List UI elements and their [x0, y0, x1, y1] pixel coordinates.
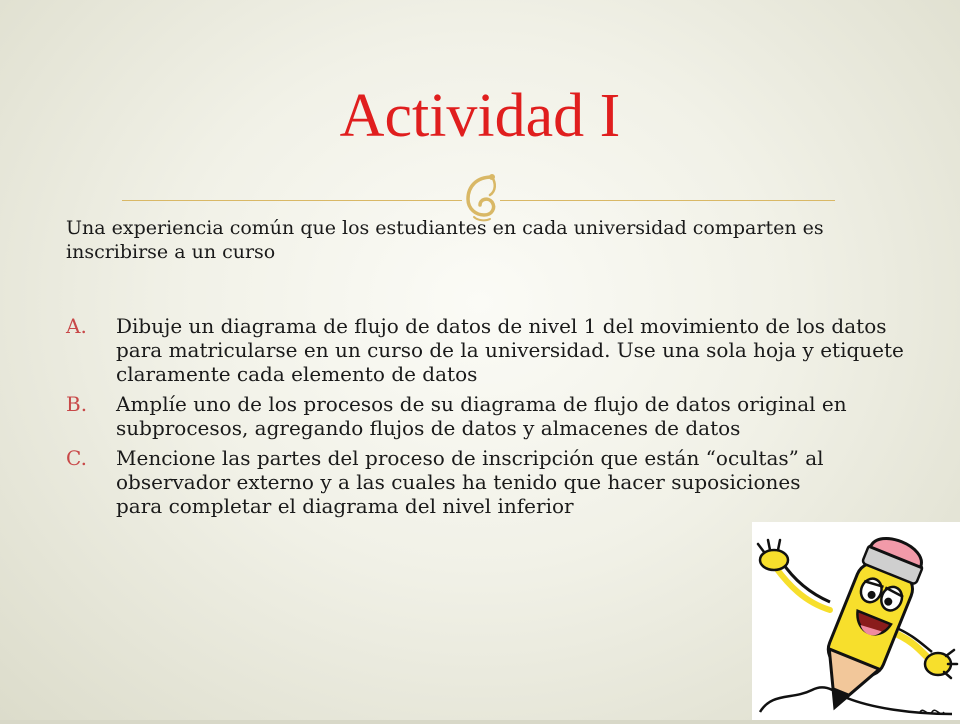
list-item-c-text: Mencione las partes del proceso de inscripción que están “ocultas” al observador externo y a las cuales ha tenido que hacer suposiciones para completar el diagrama del nivel inferior: [116, 446, 824, 518]
cartoon-pencil-illustration: [752, 522, 960, 720]
slide-title: Actividad I: [339, 82, 621, 150]
list-item-a: [66, 314, 906, 386]
list-marker-c: C.: [66, 446, 87, 470]
list-item-a-text: Dibuje un diagrama de flujo de datos de nivel 1 del movimiento de los datos para matricularse en un curso de la universidad. Use una sola hoja y etiquete claramente cada elemento de datos: [116, 314, 904, 386]
list-item-b: [66, 392, 906, 440]
list-marker-b: B.: [66, 392, 88, 416]
title-divider-left: [122, 200, 462, 201]
title-divider-right: [500, 200, 835, 201]
pencil-character-icon: [752, 522, 960, 720]
list-item-c: [66, 446, 906, 518]
intro-paragraph: Una experiencia común que los estudiantes en cada universidad comparten es inscribirse a un curso: [66, 217, 824, 263]
list-marker-a: A.: [66, 314, 87, 338]
activity-list: [66, 314, 906, 524]
list-item-b-text: Amplíe uno de los procesos de su diagrama de flujo de datos original en subprocesos, agregando flujos de datos y almacenes de datos: [116, 392, 847, 440]
